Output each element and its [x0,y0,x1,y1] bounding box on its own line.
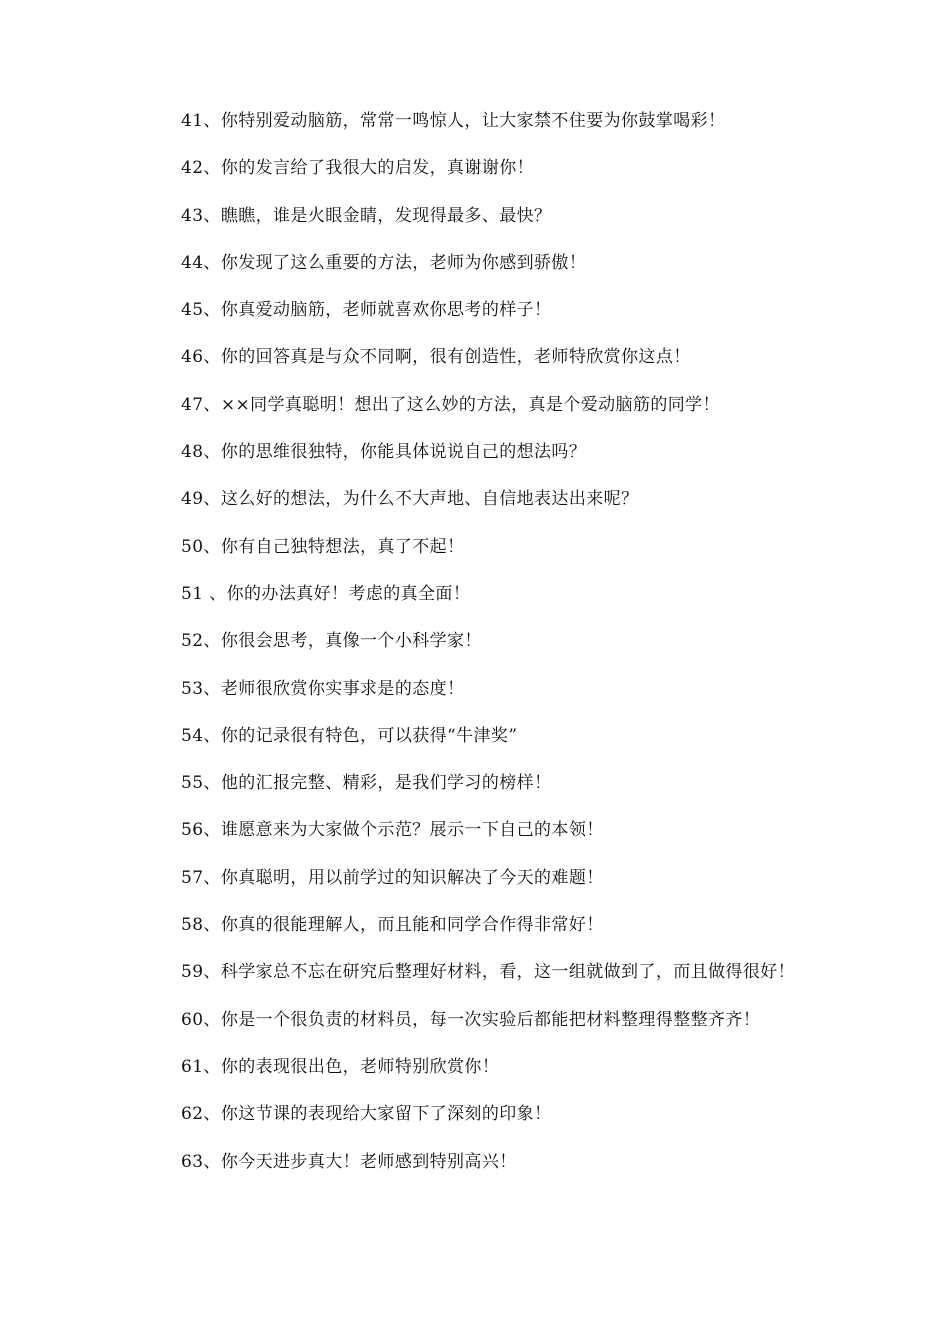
list-item: 55、他的汇报完整、精彩，是我们学习的榜样！ [181,773,552,794]
list-item: 43、瞧瞧，谁是火眼金睛，发现得最多、最快？ [181,205,552,226]
list-item: 42、你的发言给了我很大的启发，真谢谢你！ [181,158,535,179]
list-item: 59、科学家总不忘在研究后整理好材料，看，这一组就做到了，而且做得很好！ [181,962,796,983]
list-item: 61、你的表现很出色，老师特别欣赏你！ [181,1056,500,1077]
list-item: 60、你是一个很负责的材料员，每一次实验后都能把材料整理得整整齐齐！ [181,1009,761,1030]
list-item: 46、你的回答真是与众不同啊，很有创造性，老师特欣赏你这点！ [181,347,691,368]
list-item: 54、你的记录很有特色，可以获得“牛津奖” [181,725,518,746]
list-item: 63、你今天进步真大！老师感到特别高兴！ [181,1151,517,1172]
list-item: 44、你发现了这么重要的方法，老师为你感到骄傲！ [181,252,587,273]
list-item: 49、这么好的想法，为什么不大声地、自信地表达出来呢？ [181,489,639,510]
list-item: 48、你的思维很独特，你能具体说说自己的想法吗？ [181,442,587,463]
list-item: 57、你真聪明，用以前学过的知识解决了今天的难题！ [181,867,604,888]
list-item: 58、你真的很能理解人，而且能和同学合作得非常好！ [181,915,604,936]
list-item: 41、你特别爱动脑筋，常常一鸣惊人，让大家禁不住要为你鼓掌喝彩！ [181,111,726,131]
list-item: 50、你有自己独特想法，真了不起！ [181,536,465,557]
list-item: 53、老师很欣赏你实事求是的态度！ [181,678,465,699]
list-item: 56、谁愿意来为大家做个示范？展示一下自己的本领！ [181,820,604,841]
list-item: 45、你真爱动脑筋，老师就喜欢你思考的样子！ [181,300,552,321]
list-item: 62、你这节课的表现给大家留下了深刻的印象！ [181,1104,552,1125]
document-body [143,108,811,1196]
list-item: 51 、你的办法真好！考虑的真全面！ [181,583,471,604]
list-item: 47、××同学真聪明！想出了这么妙的方法，真是个爱动脑筋的同学！ [181,394,720,415]
list-item: 52、你很会思考，真像一个小科学家！ [181,631,482,652]
